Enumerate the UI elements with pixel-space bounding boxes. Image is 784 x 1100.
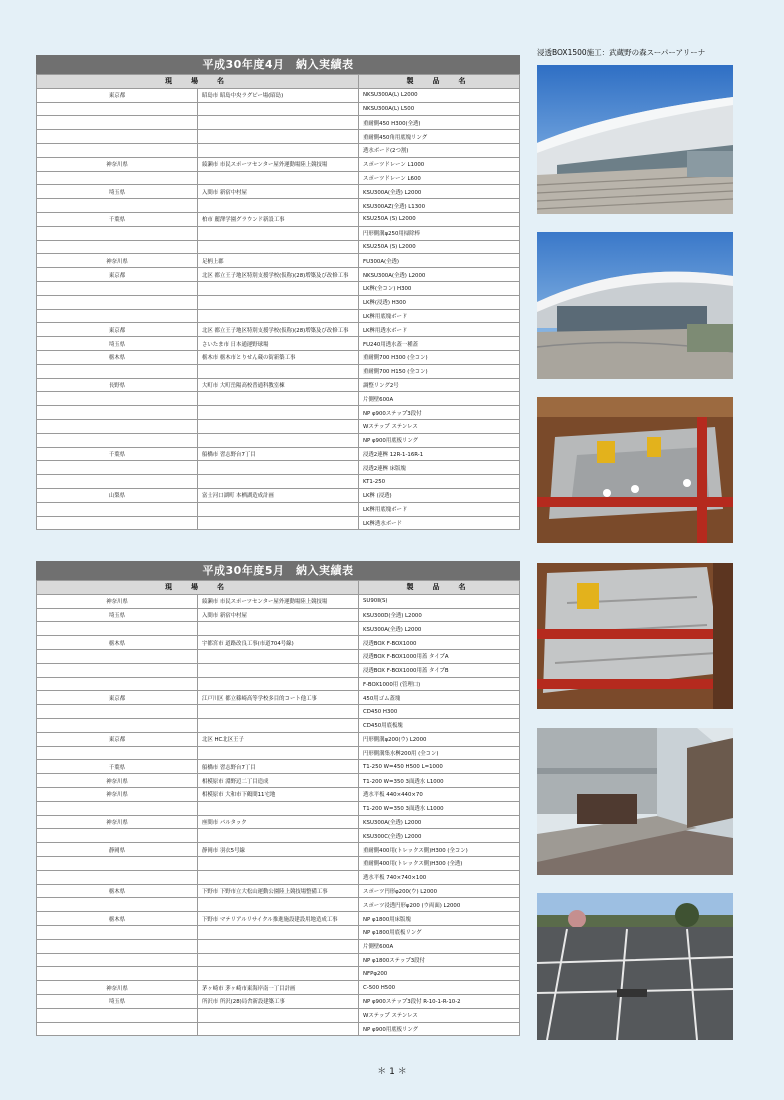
prefecture-cell bbox=[37, 419, 198, 433]
product-cell: CD450 H300 bbox=[359, 705, 520, 719]
product-cell: 浸透2連桝 床版塊 bbox=[359, 461, 520, 475]
product-cell: NKSU300A(L) L2000 bbox=[359, 88, 520, 102]
site-cell: 昭島市 昭島中央ラグビー場(昭島) bbox=[198, 88, 359, 102]
site-cell: 柏市 麗澤学園グラウンド新設工事 bbox=[198, 212, 359, 226]
prefecture-cell: 千葉県 bbox=[37, 212, 198, 226]
site-cell: 綾瀬市 市民スポーツセンター屋外運動場陸上競技場 bbox=[198, 157, 359, 171]
product-cell: NP φ1800用底板リング bbox=[359, 925, 520, 939]
site-cell bbox=[198, 746, 359, 760]
product-cell: SU90Ⅱ(S) bbox=[359, 594, 520, 608]
table-row bbox=[37, 843, 520, 857]
product-cell: 円形側溝φ200(ウ) L2000 bbox=[359, 732, 520, 746]
site-cell: 宇都宮市 道路改良工事(市道704号線) bbox=[198, 636, 359, 650]
photo-caption: 浸透BOX1500施工：武蔵野の森スーパーアリーナ bbox=[537, 48, 706, 57]
prefecture-cell bbox=[37, 705, 198, 719]
table-row bbox=[37, 157, 520, 171]
site-cell: 入間市 新宿中村屋 bbox=[198, 608, 359, 622]
table-row bbox=[37, 994, 520, 1008]
product-cell: 調整リング2号 bbox=[359, 378, 520, 392]
site-cell bbox=[198, 1022, 359, 1036]
prefecture-cell: 山梨県 bbox=[37, 488, 198, 502]
site-cell bbox=[198, 663, 359, 677]
table-row bbox=[37, 254, 520, 268]
prefecture-cell: 栃木県 bbox=[37, 350, 198, 364]
product-cell: NKSU300A(L) L500 bbox=[359, 102, 520, 116]
site-cell: 下野市 下野市立大松山運動公園陸上競技場整備工事 bbox=[198, 884, 359, 898]
product-cell: 透水平板 740×740×100 bbox=[359, 870, 520, 884]
site-name-header: 現 場 名 bbox=[37, 75, 359, 89]
product-cell: 円形側溝集水桝200用 (全コン) bbox=[359, 746, 520, 760]
product-cell: 重耐側400用(トレックス側)H300 (全コン) bbox=[359, 843, 520, 857]
prefecture-cell bbox=[37, 102, 198, 116]
product-cell: スポーツ円形φ200(ウ) L2000 bbox=[359, 884, 520, 898]
table-row bbox=[37, 925, 520, 939]
table-row bbox=[37, 475, 520, 489]
product-cell: 浸透BOX F-BOX1000 bbox=[359, 636, 520, 650]
product-cell: NP φ1800ステップ3段付 bbox=[359, 953, 520, 967]
table-row bbox=[37, 732, 520, 746]
table-row bbox=[37, 88, 520, 102]
prefecture-cell bbox=[37, 925, 198, 939]
prefecture-cell bbox=[37, 953, 198, 967]
prefecture-cell bbox=[37, 406, 198, 420]
site-cell bbox=[198, 240, 359, 254]
product-cell: 浸透2連桝 12R-1-16R-1 bbox=[359, 447, 520, 461]
prefecture-cell bbox=[37, 116, 198, 130]
table-row bbox=[37, 364, 520, 378]
may-table-header bbox=[37, 581, 520, 595]
prefecture-cell: 静岡県 bbox=[37, 843, 198, 857]
site-cell bbox=[198, 939, 359, 953]
table-row bbox=[37, 516, 520, 530]
site-cell bbox=[198, 705, 359, 719]
site-cell: 北区 都立王子地区特別支援学校(仮称)(28)増築及び改修工事 bbox=[198, 268, 359, 282]
prefecture-cell: 神奈川県 bbox=[37, 981, 198, 995]
table-row bbox=[37, 774, 520, 788]
table-row bbox=[37, 663, 520, 677]
product-cell: KSU300AZ(全透) L1300 bbox=[359, 199, 520, 213]
product-cell: スポーツドレーン L1000 bbox=[359, 157, 520, 171]
table-row bbox=[37, 898, 520, 912]
prefecture-cell: 栃木県 bbox=[37, 636, 198, 650]
site-name-header: 現 場 名 bbox=[37, 581, 359, 595]
site-cell: 相模原市 淵野辺二丁目造成 bbox=[198, 774, 359, 788]
table-row bbox=[37, 447, 520, 461]
product-cell: LK桝(浸透) H300 bbox=[359, 295, 520, 309]
table-row bbox=[37, 240, 520, 254]
product-cell: NP φ1800用床版塊 bbox=[359, 912, 520, 926]
site-cell bbox=[198, 102, 359, 116]
table-row bbox=[37, 130, 520, 144]
april-table-title: 平成30年度4月 納入実績表 bbox=[36, 55, 520, 74]
arena-exterior-photo bbox=[537, 65, 733, 214]
product-cell: CD450用底板塊 bbox=[359, 718, 520, 732]
table-row bbox=[37, 226, 520, 240]
product-cell: C-500 H500 bbox=[359, 981, 520, 995]
product-cell: KSU300D(全透) L2000 bbox=[359, 608, 520, 622]
product-cell: スポーツ浸透円形φ200 (ウ両面) L2000 bbox=[359, 898, 520, 912]
site-cell bbox=[198, 925, 359, 939]
product-cell: NP φ900ステップ3段付 R-10-1-R-10-2 bbox=[359, 994, 520, 1008]
table-row bbox=[37, 636, 520, 650]
product-cell: KT1-250 bbox=[359, 475, 520, 489]
table-row bbox=[37, 199, 520, 213]
prefecture-cell: 埼玉県 bbox=[37, 185, 198, 199]
site-cell: 江戸川区 都立篠崎高等学校多目的コート他工事 bbox=[198, 691, 359, 705]
prefecture-cell bbox=[37, 622, 198, 636]
prefecture-cell bbox=[37, 130, 198, 144]
site-cell bbox=[198, 856, 359, 870]
site-cell: 茅ヶ崎市 茅ヶ崎市東海岸南一丁目計画 bbox=[198, 981, 359, 995]
table-row bbox=[37, 309, 520, 323]
prefecture-cell: 千葉県 bbox=[37, 447, 198, 461]
prefecture-cell bbox=[37, 516, 198, 530]
april-delivery-table bbox=[36, 55, 520, 530]
product-cell: 透水平板 440×440×70 bbox=[359, 787, 520, 801]
table-row bbox=[37, 981, 520, 995]
site-cell: 富士河口湖町 本栖湖造成計画 bbox=[198, 488, 359, 502]
prefecture-cell bbox=[37, 663, 198, 677]
prefecture-cell: 神奈川県 bbox=[37, 594, 198, 608]
site-cell bbox=[198, 718, 359, 732]
product-cell: 重耐側400用(トレックス側)H300 (全透) bbox=[359, 856, 520, 870]
product-cell: Wステップ ステンレス bbox=[359, 1008, 520, 1022]
table-row bbox=[37, 884, 520, 898]
prefecture-cell: 神奈川県 bbox=[37, 815, 198, 829]
table-row bbox=[37, 829, 520, 843]
table-row bbox=[37, 392, 520, 406]
table-row bbox=[37, 461, 520, 475]
table-row bbox=[37, 677, 520, 691]
product-cell: KSU300C(全透) L2000 bbox=[359, 829, 520, 843]
site-cell bbox=[198, 1008, 359, 1022]
site-cell bbox=[198, 898, 359, 912]
site-cell bbox=[198, 419, 359, 433]
prefecture-cell bbox=[37, 309, 198, 323]
product-cell: Wステップ ステンレス bbox=[359, 419, 520, 433]
table-row bbox=[37, 870, 520, 884]
prefecture-cell: 神奈川県 bbox=[37, 774, 198, 788]
product-cell: 重耐側700 H150 (全コン) bbox=[359, 364, 520, 378]
site-cell bbox=[198, 295, 359, 309]
prefecture-cell bbox=[37, 649, 198, 663]
table-row bbox=[37, 815, 520, 829]
site-cell: 大町市 大町岳陽高校普通科教室棟 bbox=[198, 378, 359, 392]
prefecture-cell: 神奈川県 bbox=[37, 254, 198, 268]
april-table-body bbox=[37, 88, 520, 530]
site-cell: 入間市 新宿中村屋 bbox=[198, 185, 359, 199]
product-cell: NP φ900ステップ3段付 bbox=[359, 406, 520, 420]
table-row bbox=[37, 143, 520, 157]
table-row bbox=[37, 378, 520, 392]
site-cell: 座間市 パルタック bbox=[198, 815, 359, 829]
prefecture-cell: 神奈川県 bbox=[37, 157, 198, 171]
table-row bbox=[37, 691, 520, 705]
prefecture-cell bbox=[37, 939, 198, 953]
prefecture-cell bbox=[37, 801, 198, 815]
may-table-title: 平成30年度5月 納入実績表 bbox=[36, 561, 520, 580]
prefecture-cell bbox=[37, 240, 198, 254]
site-cell bbox=[198, 967, 359, 981]
prefecture-cell: 神奈川県 bbox=[37, 787, 198, 801]
product-cell: LK桝透水ボード bbox=[359, 516, 520, 530]
product-cell: LK桝用底塊ボード bbox=[359, 309, 520, 323]
site-cell bbox=[198, 130, 359, 144]
prefecture-cell bbox=[37, 143, 198, 157]
site-cell: 船橋市 習志野台7丁目 bbox=[198, 760, 359, 774]
site-cell: 北区 HC北区王子 bbox=[198, 732, 359, 746]
prefecture-cell bbox=[37, 475, 198, 489]
product-cell: NKSU300A(全透) L2000 bbox=[359, 268, 520, 282]
may-delivery-table bbox=[36, 561, 520, 1036]
site-cell bbox=[198, 801, 359, 815]
table-row bbox=[37, 967, 520, 981]
product-cell: FU240用透水蓋一種蓋 bbox=[359, 337, 520, 351]
product-cell: 450用ゴム蓋塊 bbox=[359, 691, 520, 705]
prefecture-cell bbox=[37, 199, 198, 213]
site-cell: 栃木市 栃木市とりせん蔵の街新築工事 bbox=[198, 350, 359, 364]
may-table-body bbox=[37, 594, 520, 1036]
parking-lot-photo bbox=[537, 893, 733, 1040]
prefecture-cell bbox=[37, 898, 198, 912]
table-row bbox=[37, 622, 520, 636]
product-name-header: 製 品 名 bbox=[359, 581, 520, 595]
prefecture-cell: 東京都 bbox=[37, 268, 198, 282]
prefecture-cell bbox=[37, 718, 198, 732]
prefecture-cell bbox=[37, 433, 198, 447]
prefecture-cell: 東京都 bbox=[37, 691, 198, 705]
product-cell: KSU300A(全透) L2000 bbox=[359, 185, 520, 199]
prefecture-cell: 東京都 bbox=[37, 88, 198, 102]
site-cell bbox=[198, 829, 359, 843]
page-number: ＊ 1 ＊ bbox=[377, 1067, 407, 1077]
prefecture-cell bbox=[37, 829, 198, 843]
april-table-header bbox=[37, 75, 520, 89]
table-row bbox=[37, 488, 520, 502]
product-cell: F-BOX1000用 (管理口) bbox=[359, 677, 520, 691]
prefecture-cell bbox=[37, 281, 198, 295]
prefecture-cell bbox=[37, 226, 198, 240]
product-cell: 重耐側450 H300(全透) bbox=[359, 116, 520, 130]
prefecture-cell: 栃木県 bbox=[37, 912, 198, 926]
site-cell bbox=[198, 475, 359, 489]
product-cell: T1-200 W=350 3面透水 L1000 bbox=[359, 801, 520, 815]
prefecture-cell bbox=[37, 1022, 198, 1036]
product-cell: 重耐側700 H300 (全コン) bbox=[359, 350, 520, 364]
prefecture-cell bbox=[37, 461, 198, 475]
prefecture-cell: 栃木県 bbox=[37, 884, 198, 898]
prefecture-cell: 長野県 bbox=[37, 378, 198, 392]
product-cell: T1-200 W=350 3面透水 L1000 bbox=[359, 774, 520, 788]
site-cell bbox=[198, 406, 359, 420]
site-cell bbox=[198, 116, 359, 130]
site-cell: 相模原市 大和市下鶴間11宅地 bbox=[198, 787, 359, 801]
site-cell: 北区 都立王子地区特別支援学校(仮称)(28)増築及び改修工事 bbox=[198, 323, 359, 337]
product-name-header: 製 品 名 bbox=[359, 75, 520, 89]
table-row bbox=[37, 912, 520, 926]
product-cell: 片側壁600A bbox=[359, 939, 520, 953]
site-cell: 静岡市 羽衣5号線 bbox=[198, 843, 359, 857]
prefecture-cell bbox=[37, 364, 198, 378]
april-table bbox=[36, 74, 520, 530]
table-row bbox=[37, 801, 520, 815]
table-row bbox=[37, 406, 520, 420]
site-cell: 所沢市 所沢(28)局舎新設建築工事 bbox=[198, 994, 359, 1008]
box-units-photo bbox=[537, 563, 733, 709]
site-cell bbox=[198, 461, 359, 475]
site-cell bbox=[198, 677, 359, 691]
site-cell bbox=[198, 622, 359, 636]
table-row bbox=[37, 185, 520, 199]
table-row bbox=[37, 705, 520, 719]
product-cell: 重耐側450角用底塊リング bbox=[359, 130, 520, 144]
table-row bbox=[37, 116, 520, 130]
prefecture-cell: 埼玉県 bbox=[37, 994, 198, 1008]
prefecture-cell bbox=[37, 870, 198, 884]
prefecture-cell bbox=[37, 392, 198, 406]
site-cell bbox=[198, 649, 359, 663]
site-cell bbox=[198, 199, 359, 213]
prefecture-cell: 千葉県 bbox=[37, 760, 198, 774]
table-row bbox=[37, 1008, 520, 1022]
prefecture-cell: 埼玉県 bbox=[37, 608, 198, 622]
product-cell: 円形側溝φ250用掃除棒 bbox=[359, 226, 520, 240]
site-cell bbox=[198, 281, 359, 295]
table-row bbox=[37, 760, 520, 774]
prefecture-cell bbox=[37, 967, 198, 981]
product-cell: LK桝用透水ボード bbox=[359, 323, 520, 337]
table-row bbox=[37, 856, 520, 870]
table-row bbox=[37, 746, 520, 760]
site-cell: 足柄上郡 bbox=[198, 254, 359, 268]
prefecture-cell bbox=[37, 502, 198, 516]
table-row bbox=[37, 953, 520, 967]
prefecture-cell: 埼玉県 bbox=[37, 337, 198, 351]
product-cell: 浸透BOX F-BOX1000用蓋 タイプB bbox=[359, 663, 520, 677]
site-cell bbox=[198, 309, 359, 323]
prefecture-cell bbox=[37, 1008, 198, 1022]
site-cell: 下野市 マテリアルリサイクル推進施設建設用地造成工事 bbox=[198, 912, 359, 926]
site-cell bbox=[198, 171, 359, 185]
table-row bbox=[37, 608, 520, 622]
table-row bbox=[37, 171, 520, 185]
table-row bbox=[37, 268, 520, 282]
arena-entrance-photo bbox=[537, 232, 733, 379]
product-cell: 浸透BOX F-BOX1000用蓋 タイプA bbox=[359, 649, 520, 663]
product-cell: KSU300A(全透) L2000 bbox=[359, 622, 520, 636]
prefecture-cell bbox=[37, 171, 198, 185]
table-row bbox=[37, 502, 520, 516]
table-row bbox=[37, 718, 520, 732]
site-cell bbox=[198, 953, 359, 967]
product-cell: LK桝 (浸透) bbox=[359, 488, 520, 502]
product-cell: 透水ボード(2つ割) bbox=[359, 143, 520, 157]
table-row bbox=[37, 649, 520, 663]
product-cell: LK桝用底塊ボード bbox=[359, 502, 520, 516]
table-row bbox=[37, 350, 520, 364]
table-row bbox=[37, 102, 520, 116]
product-cell: KSU300A(全透) L2000 bbox=[359, 815, 520, 829]
product-cell: KSU250A (S) L2000 bbox=[359, 212, 520, 226]
table-row bbox=[37, 295, 520, 309]
product-cell: 片側壁600A bbox=[359, 392, 520, 406]
table-row bbox=[37, 1022, 520, 1036]
may-table bbox=[36, 580, 520, 1036]
product-cell: NFPφ200 bbox=[359, 967, 520, 981]
site-cell bbox=[198, 870, 359, 884]
prefecture-cell bbox=[37, 856, 198, 870]
table-row bbox=[37, 337, 520, 351]
site-cell bbox=[198, 226, 359, 240]
table-row bbox=[37, 419, 520, 433]
table-row bbox=[37, 212, 520, 226]
product-cell: KSU250A (S) L2000 bbox=[359, 240, 520, 254]
prefecture-cell bbox=[37, 746, 198, 760]
product-cell: スポーツドレーン L600 bbox=[359, 171, 520, 185]
site-cell: 綾瀬市 市民スポーツセンター屋外運動場陸上競技場 bbox=[198, 594, 359, 608]
prefecture-cell bbox=[37, 295, 198, 309]
site-cell: さいたま市 日本通運野球場 bbox=[198, 337, 359, 351]
table-row bbox=[37, 787, 520, 801]
prefecture-cell bbox=[37, 677, 198, 691]
table-row bbox=[37, 594, 520, 608]
box-installation-photo bbox=[537, 397, 733, 543]
site-cell bbox=[198, 502, 359, 516]
table-row bbox=[37, 281, 520, 295]
table-row bbox=[37, 939, 520, 953]
site-cell bbox=[198, 364, 359, 378]
product-cell: NP φ900用底板リング bbox=[359, 433, 520, 447]
site-cell: 船橋市 習志野台7丁目 bbox=[198, 447, 359, 461]
walkway-photo bbox=[537, 728, 733, 875]
site-cell bbox=[198, 516, 359, 530]
prefecture-cell: 東京都 bbox=[37, 732, 198, 746]
site-cell bbox=[198, 433, 359, 447]
product-cell: FU300A(全透) bbox=[359, 254, 520, 268]
product-cell: T1-250 W=450 H500 L=1000 bbox=[359, 760, 520, 774]
site-cell bbox=[198, 392, 359, 406]
site-cell bbox=[198, 143, 359, 157]
table-row bbox=[37, 433, 520, 447]
product-cell: LK桝(全コン) H300 bbox=[359, 281, 520, 295]
prefecture-cell: 東京都 bbox=[37, 323, 198, 337]
product-cell: NP φ900用底板リング bbox=[359, 1022, 520, 1036]
table-row bbox=[37, 323, 520, 337]
